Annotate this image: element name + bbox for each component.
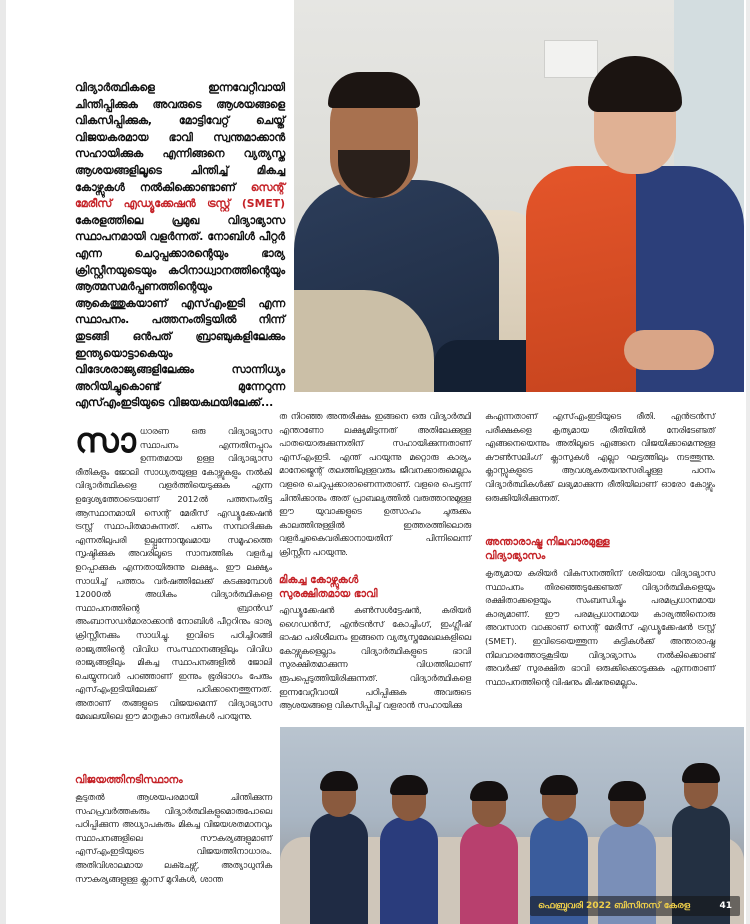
intro-text-2: കേരളത്തിലെ പ്രമുഖ വിദ്യാഭ്യാസ സ്ഥാപനമായി വളർന്നത്. നോബിൾ പീറ്റർ എന്ന ചെറുപ്പക്കാരന്റെയും ഭാര്യ ക്രിസ്റ്റീനയുടെയും കഠിനാധ്വാനത്തിന്റെയും ആത്മസമർപ്പണത്തിന്റെയും ആകെത്തുകയാണ് എസ്എംഇടി എന്ന സ്ഥാപനം. പത്തനംതിട്ടയിൽ നിന്ന് തുടങ്ങി ഒൻപത് ബ്രാഞ്ചുകളിലേക്കും ഇന്ത്യയൊട്ടാകെയും വിദേശരാജ്യങ്ങളിലേക്കും സാന്നിധ്യം അറിയിച്ചുകൊണ്ട് മുന്നേറുന്ന എസ്എംഇടിയുടെ വിജയകഥയിലേക്ക്...: [75, 213, 285, 410]
col2-text-2: എഡ്യൂക്കേഷൻ കൺസൾട്ടേഷൻ, കരിയർ ഗൈഡൻസ്, എൻട്രൻസ് കോച്ചിംഗ്, ഇംഗ്ലീഷ് ഭാഷാ പരിശീലനം ഇങ്ങനെ വ്യത്യസ്തമേഖലകളിലെ കോഴ്സുകളെല്ലാം വിദ്യാർത്ഥികളുടെ ഭാവി സുരക്ഷിതമാക്കുന്ന വിധത്തിലാണ് രൂപപ്പെടുത്തിയിരിക്കുന്നത്. വിദ്യാർത്ഥികളെ ഇന്നവേറ്റീവായി പഠിപ്പിക്കുക അവരുടെ ആശയങ്ങളെ വികസിപ്പിച്ച് വളരാൻ സഹായിക്കു: [279, 605, 471, 711]
team-member-hair: [540, 775, 578, 795]
heading-vijayathinadisthanam: വിജയത്തിനടിസ്ഥാനം: [75, 774, 183, 786]
column-3: [485, 410, 715, 505]
col1-text: ധാരണ ഒരു വിദ്യാഭ്യാസ സ്ഥാപനം എന്നതിനപ്പുറം ഉന്നതമായ ഉള്ള വിദ്യാഭ്യാസ രീതികളും ജോലി സാധ്യതയുള്ള കോഴ്സുകളും നൽകി വിദ്യാർത്ഥികളെ വളർത്തിയെടുക്കുക എന്ന ഉദ്ദേശ്യത്തോടെയാണ് 2012ൽ പത്തനംതിട്ട ആസ്ഥാനമായി സെന്റ് മേരീസ് എഡ്യൂക്കേഷൻ ട്രസ്റ്റ് സ്ഥാപിതമാകുന്നത്. പണം സമ്പാദിക്കുക എന്നതിലുപരി ഉല്പ്പന്നോന്മുഖമായ സമൂഹത്തെ സൃഷ്ടിക്കുക അവരിലൂടെ സാമ്പത്തിക വളർച്ച ഉറപ്പാക്കുക എന്നതായിരുന്നു ലക്ഷ്യം. ഈ ലക്ഷ്യം സാധിച്ച് പത്താം വർഷത്തിലേക്ക് കടക്കുമ്പോൾ 12000ൽ അധികം വിദ്യാർത്ഥികളെ സ്ഥാപനത്തിന്റെ ബ്രാൻഡ് അംബാസഡർമാരാക്കാൻ നോബിൾ പീറ്ററിനും ഭാര്യ ക്രിസ്റ്റീനക്കും സാധിച്ചു. ഇവിടെ പഠിച്ചിറങ്ങി രാജ്യത്തിന്റെ വിവിധ സംസ്ഥാനങ്ങളിലും വിവിധ രാജ്യങ്ങളിലും മികച്ച സ്ഥാപനങ്ങളിൽ ജോലി ചെയ്യുന്നവർ പറഞ്ഞാണ് ഇന്നും ഭൂരിഭാഗം പേരും എസ്എംഇടിയിലേക്ക് പഠിക്കാനെത്തുന്നത്. അതാണ് തങ്ങളുടെ വിജയമെന്ന് വിദ്യാഭ്യാസ മേഖലയിലെ ഈ മാതൃകാ ദമ്പതികൾ പറയുന്നു.: [75, 426, 272, 722]
column-3-continued: [485, 567, 715, 689]
woman-hands: [624, 330, 714, 370]
intro-paragraph: [75, 80, 285, 412]
heading-international-line2: വിദ്യാഭ്യാസം: [485, 550, 546, 562]
team-member-body: [460, 823, 518, 924]
heading-courses-line1: മികച്ച കോഴ്സുകൾ: [279, 574, 359, 586]
col1-paragraph: [75, 421, 272, 724]
team-member-hair: [608, 781, 646, 801]
man-hair: [328, 72, 420, 108]
team-member-hair: [682, 763, 720, 783]
team-member-hair: [320, 771, 358, 791]
heading-international-line1: അന്താരാഷ്ട്ര നിലവാരമുള്ള: [485, 536, 610, 548]
intro-highlight: സെന്റ് മേരീസ് എഡ്യൂക്കേഷൻ ട്രസ്റ്റ് (SMET): [75, 180, 285, 211]
drop-cap: സാ: [75, 421, 136, 461]
page-footer: [530, 896, 740, 916]
couple-photo: [294, 0, 744, 392]
woman-dupatta: [526, 166, 636, 392]
heading-courses: [279, 573, 469, 601]
column-2-continued: [279, 604, 471, 713]
heading-courses-line2: സുരക്ഷിതമായ ഭാവി: [279, 588, 378, 600]
magazine-name: ബിസിനസ് കേരള: [614, 901, 691, 911]
page-number: 41: [719, 901, 732, 911]
team-member-hair: [390, 775, 428, 795]
woman-hair: [588, 56, 682, 112]
col3-text-2: കൃത്യമായ കരിയർ വികസനത്തിന് ശരിയായ വിദ്യാഭ്യാസ സ്ഥാപനം തിരഞ്ഞെടുക്കേണ്ടത് വിദ്യാർത്ഥികളെയും രക്ഷിതാക്കളെയും സംബന്ധിച്ചും പരമപ്രധാനമായ കാര്യമാണ്. ഈ പരമപ്രധാനമായ കാര്യത്തിനൊരു അവസാന വാക്കാണ് സെന്റ് മേരീസ് എഡ്യൂക്കേഷൻ ട്രസ്റ്റ് (SMET). ഇവിടെയെത്തുന്ന കുട്ടികൾക്ക് അന്താരാഷ്ട്ര നിലവാരത്തോടുകൂടിയ വിദ്യാഭ്യാസം നൽകിക്കൊണ്ട് അവർക്ക് സുരക്ഷിത ഭാവി ഒരുക്കിക്കൊടുക്കുക എന്നതാണ് സ്ഥാപനത്തിന്റെ വിഷനും മിഷനുമെല്ലാം.: [485, 568, 715, 687]
wall-switchboard: [544, 40, 598, 78]
column-1-continued: [75, 791, 272, 886]
issue-date: ഫെബ്രുവരി 2022: [538, 901, 612, 911]
heading-international: [485, 535, 705, 563]
col1-text-2: കൂടുതൽ ആശയപരമായി ചിന്തിക്കുന്ന സഹപ്രവർത്തകരും വിദ്യാർത്ഥികളുമൊരുപോലെ പഠിപ്പിക്കുന്ന അധ്യാപകരും മികച്ച വിജയശതമാനവും സ്ഥാപനങ്ങളിലെ സൗകര്യങ്ങളുമാണ് എസ്എംഇടിയുടെ വിജയത്തിനാധാരം. അതിവിശാലമായ ലക്ചേഴ്സ്, അത്യാധുനിക സൗകര്യങ്ങളുള്ള ക്ലാസ് മുറികൾ, ശാന്ത: [75, 792, 272, 884]
col2-text: ത നിറഞ്ഞ അന്തരീക്ഷം ഇങ്ങനെ ഒരു വിദ്യാർത്ഥി എന്താണോ ലക്ഷ്യമിടുന്നത് അതിലേക്കുള്ള പാതയൊരുക്കുന്നതിന് സഹായിക്കുന്നതാണ് എസ്എംഇടി. എന്ത് പറയുന്നു മറ്റൊരു കാര്യം മാനേജ്മെന്റ് തലത്തിലുള്ളവരും ജീവനക്കാരുമെല്ലാം വളരെ ചെറുപ്പക്കാരാണെന്നതാണ്. വളരെ പെട്ടന്ന് ചിന്തിക്കാനും അത് പ്രാബല്യത്തിൽ വരുത്താനുമുള്ള ഈ യുവാക്കളുടെ ഉത്സാഹം ചുരുക്കം കാലത്തിനുള്ളിൽ ഇത്തരത്തിലൊരു വളർച്ചകൈവരിക്കാനായതിന് പിന്നിലെന്ന് ക്രിസ്റ്റീന പറയുന്നു.: [279, 411, 471, 557]
col3-text: കഎന്നതാണ് എസ്എംഇടിയുടെ രീതി. എൻട്രൻസ് പരീക്ഷകളെ കൃത്യമായ രീതിയിൽ നേരിടേണ്ടത് എങ്ങനെയെന്നും അതിലൂടെ എങ്ങനെ വിജയിക്കാമെന്നുള്ള കൗൺസലിംഗ് ക്ലാസുകൾ എല്ലാ ഘട്ടത്തിലും നടത്തുന്നു. ക്ലാസ്സുകളുടെ ആവശ്യകതയനുസരിച്ചുള്ള പഠനം വിദ്യാർത്ഥികൾക്ക് ലഭ്യമാക്കുന്ന രീതിയിലാണ് ഓരോ കോഴ്സും ഒരുക്കിയിരിക്കുന്നത്.: [485, 411, 715, 503]
team-member-body: [310, 813, 368, 924]
team-member-hair: [470, 781, 508, 801]
column-2: [279, 410, 471, 560]
team-member-body: [380, 817, 438, 924]
column-1: [75, 421, 272, 724]
team-photo: [280, 727, 744, 924]
intro-text: വിദ്യാർത്ഥികളെ ഇന്നവേറ്റീവായി ചിന്തിപ്പിക്കുക അവരുടെ ആശയങ്ങളെ വികസിപ്പിക്കുക, മോട്ടിവേറ്റ് ചെയ്ത് വിജയകരമായ ഭാവി സ്വന്തമാക്കാൻ സഹായിക്കുക എന്നിങ്ങനെ വ്യത്യസ്ത ആശയങ്ങളിലൂടെ ചിന്തിച്ച് മികച്ച കോഴ്സുകൾ നൽകിക്കൊണ്ടാണ്: [75, 81, 285, 194]
